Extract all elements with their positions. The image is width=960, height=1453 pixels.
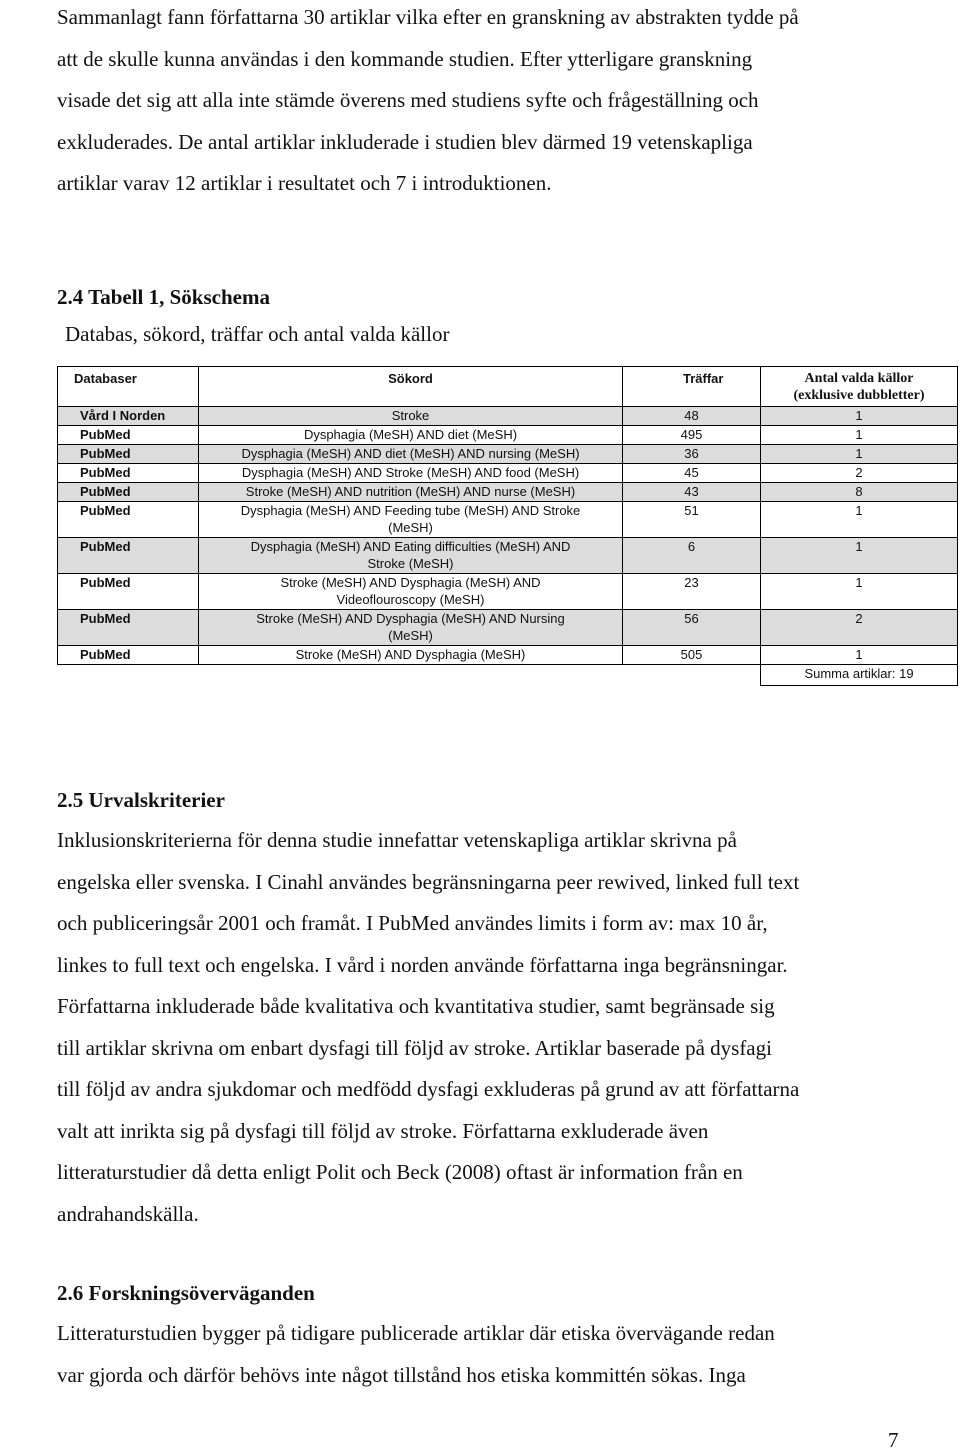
cell-hits: 505 — [623, 646, 761, 665]
text-line: och publiceringsår 2001 och framåt. I PubMed användes limits i form av: max 10 år, — [57, 911, 768, 935]
header-selected — [761, 367, 958, 407]
cell-database: PubMed — [58, 610, 199, 646]
cell-database: PubMed — [58, 646, 199, 665]
text-line: visade det sig att alla inte stämde överens med studiens syfte och frågeställning och — [57, 88, 759, 112]
cell-hits: 43 — [623, 483, 761, 502]
text-line: Sammanlagt fann författarna 30 artiklar vilka efter en granskning av abstrakten tydde på — [57, 5, 799, 29]
cell-terms: Dysphagia (MeSH) AND Stroke (MeSH) AND food (MeSH) — [199, 464, 623, 483]
table-row — [58, 646, 958, 665]
cell-terms: Dysphagia (MeSH) AND diet (MeSH) AND nursing (MeSH) — [199, 445, 623, 464]
cell-terms-line: Stroke (MeSH) AND Dysphagia (MeSH) AND — [280, 575, 541, 590]
cell-hits: 56 — [623, 610, 761, 646]
cell-terms-line: (MeSH) — [388, 628, 433, 643]
cell-hits: 48 — [623, 407, 761, 426]
cell-database: PubMed — [58, 502, 199, 538]
cell-hits: 23 — [623, 574, 761, 610]
cell-database: Vård I Norden — [58, 407, 199, 426]
text-line: Författarna inkluderade både kvalitativa och kvantitativa studier, samt begränsade sig — [57, 994, 775, 1018]
ethics-paragraph — [57, 1313, 917, 1396]
cell-terms — [199, 574, 623, 610]
cell-hits: 36 — [623, 445, 761, 464]
text-line: till artiklar skrivna om enbart dysfagi till följd av stroke. Artiklar baserade på dysfagi — [57, 1035, 772, 1060]
header-terms: Sökord — [199, 367, 623, 407]
cell-selected: 2 — [761, 610, 958, 646]
cell-terms: Dysphagia (MeSH) AND diet (MeSH) — [199, 426, 623, 445]
cell-selected: 1 — [761, 502, 958, 538]
text-line: till följd av andra sjukdomar och medfödd dysfagi exkluderas på grund av att författarna — [57, 1077, 800, 1101]
text-line: engelska eller svenska. I Cinahl användes begränsningarna peer rewived, linked full text — [57, 869, 800, 894]
section-heading-2-5: 2.5 Urvalskriterier — [57, 788, 225, 812]
cell-terms-line: Dysphagia (MeSH) AND Feeding tube (MeSH) AND Stroke — [240, 503, 581, 518]
section-heading-2-6: 2.6 Forskningsöverväganden — [57, 1281, 315, 1305]
header-hits: Träffar — [623, 367, 761, 407]
cell-terms-line: Stroke (MeSH) — [367, 556, 454, 571]
table-row — [58, 502, 958, 538]
cell-database: PubMed — [58, 464, 199, 483]
cell-terms-line: Videoflouroscopy (MeSH) — [336, 592, 485, 607]
table-row — [58, 483, 958, 502]
table-row — [58, 407, 958, 426]
header-selected-line2: (exklusive dubbletter) — [793, 388, 925, 403]
text-line: valt att inrikta sig på dysfagi till följd av stroke. Författarna exkluderade även — [57, 1118, 709, 1143]
cell-terms — [199, 610, 623, 646]
cell-selected: 2 — [761, 464, 958, 483]
table-row — [58, 610, 958, 646]
search-schema-table — [57, 366, 958, 686]
cell-hits: 51 — [623, 502, 761, 538]
cell-database: PubMed — [58, 574, 199, 610]
cell-selected: 8 — [761, 483, 958, 502]
cell-selected: 1 — [761, 646, 958, 665]
text-line: exkluderades. De antal artiklar inkluderade i studien blev därmed 19 vetenskapliga — [57, 129, 753, 154]
cell-database: PubMed — [58, 426, 199, 445]
cell-hits: 6 — [623, 538, 761, 574]
cell-selected: 1 — [761, 574, 958, 610]
cell-hits: 495 — [623, 426, 761, 445]
cell-terms: Stroke (MeSH) AND nutrition (MeSH) AND nurse (MeSH) — [199, 483, 623, 502]
cell-terms — [199, 502, 623, 538]
cell-terms-line: Stroke (MeSH) AND Dysphagia (MeSH) AND Nursing — [256, 611, 565, 626]
text-line: var gjorda och därför behövs inte något tillstånd hos etiska kommittén sökas. Inga — [57, 1362, 746, 1387]
cell-database: PubMed — [58, 483, 199, 502]
table-row — [58, 426, 958, 445]
section-heading-2-4: 2.4 Tabell 1, Sökschema — [57, 285, 270, 309]
text-line: artiklar varav 12 artiklar i resultatet och 7 i introduktionen. — [57, 171, 552, 195]
page-number: 7 — [888, 1428, 899, 1452]
table-subtitle: Databas, sökord, träffar och antal valda källor — [65, 322, 450, 346]
text-line: att de skulle kunna användas i den kommande studien. Efter ytterligare granskning — [57, 46, 753, 71]
cell-selected: 1 — [761, 538, 958, 574]
table-row — [58, 464, 958, 483]
table-summary-row — [58, 665, 958, 686]
header-databases: Databaser — [58, 367, 199, 407]
table-row — [58, 445, 958, 464]
cell-selected: 1 — [761, 426, 958, 445]
text-line: Inklusionskriterierna för denna studie innefattar vetenskapliga artiklar skrivna på — [57, 828, 737, 852]
cell-selected: 1 — [761, 407, 958, 426]
cell-terms: Stroke — [199, 407, 623, 426]
summary-spacer — [58, 665, 761, 686]
cell-database: PubMed — [58, 445, 199, 464]
cell-database: PubMed — [58, 538, 199, 574]
text-line: linkes to full text och engelska. I vård i norden använde författarna inga begränsningar. — [57, 952, 788, 977]
cell-selected: 1 — [761, 445, 958, 464]
text-line: Litteraturstudien bygger på tidigare publicerade artiklar där etiska övervägande redan — [57, 1321, 775, 1345]
table-header-row — [58, 367, 958, 407]
header-selected-line1: Antal valda källor — [804, 371, 914, 386]
cell-terms-line: Dysphagia (MeSH) AND Eating difficulties (MeSH) AND — [250, 539, 571, 554]
cell-hits: 45 — [623, 464, 761, 483]
text-line: andrahandskälla. — [57, 1201, 199, 1226]
cell-terms-line: (MeSH) — [388, 520, 433, 535]
table-row — [58, 538, 958, 574]
intro-paragraph — [57, 0, 917, 205]
text-line: litteraturstudier då detta enligt Polit och Beck (2008) oftast är information från en — [57, 1160, 743, 1184]
cell-terms — [199, 538, 623, 574]
summary-cell: Summa artiklar: 19 — [761, 665, 958, 686]
criteria-paragraph — [57, 820, 917, 1235]
cell-terms: Stroke (MeSH) AND Dysphagia (MeSH) — [199, 646, 623, 665]
table-row — [58, 574, 958, 610]
